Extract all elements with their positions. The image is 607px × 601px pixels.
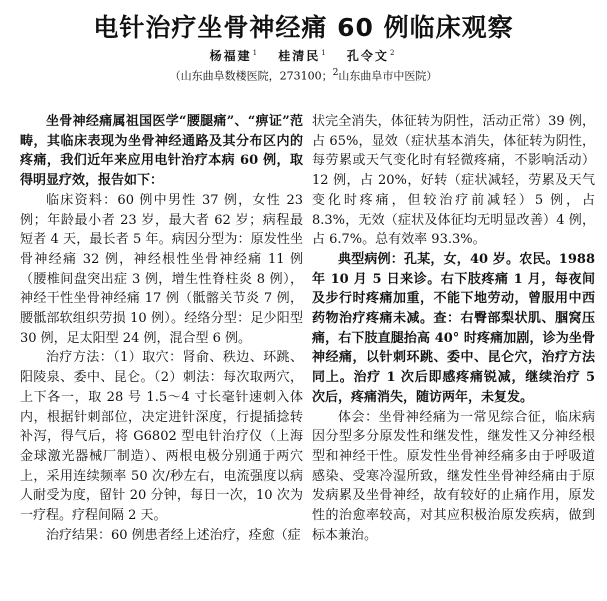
results-continued-paragraph: 状完全消失，体征转为阴性，活动正常）39 例，占 65%，显效（症状基本消失，体征转为阴性，每劳累或天气变化时有轻微疼痛，不影响活动）12 例，占 20%，好转（症状减轻，劳累及天气变化时疼痛，但较治疗前减轻）5 例，占 8.3%，无效（症状及体征均无明显改善）4 例，占 6.7%。总有效率 93.3%。 bbox=[312, 114, 595, 248]
author-mark: 2 bbox=[389, 49, 397, 57]
discussion-paragraph: 体会：坐骨神经痛为一常见综合征，临床病因分型多分原发性和继发性，继发性又分神经根型和神经干性。原发性坐骨神经痛多由于呼吸道感染、受寒冷湿所致，继发性坐骨神经痛由于原发病累及坐骨神经，故有较好的止痛作用，原发性的治愈率较高，对其应积极治原发疾病，做到标本兼治。 bbox=[312, 409, 595, 543]
intro-paragraph: 坐骨神经痛属祖国医学“腰腿痛”、“痹证”范畴，其临床表现为坐骨神经通路及其分布区内的疼痛，我们近年来应用电针治疗本病 60 例，取得明显疗效，报告如下： bbox=[20, 114, 303, 189]
author-mark: 1 bbox=[252, 49, 260, 57]
treatment-method-paragraph: 治疗方法：（1）取穴：肾俞、秩边、环跳、阳陵泉、委中、昆仑。（2）刺法：每次取两穴，上下各一，取 28 号 1.5～4 寸长毫针速刺入体内，根据针刺部位，决定进针深度，行提插捻转补泻，得气后，将 G6802 型电针治疗仪（上海金球激光器械厂制造）、两根电极分别通于两穴上，采用连续频率 50 次/秒左右，电流强度以病人耐受为度，留针 20 分钟，每日一次，10 次为一疗程。疗程间隔 2 天。 bbox=[20, 350, 303, 524]
affiliation-mark: 2 bbox=[332, 67, 339, 78]
affiliation-1: （山东曲阜数楼医院，273100； bbox=[169, 69, 333, 83]
paper-title: 电针治疗坐骨神经痛 60 例临床观察 bbox=[93, 13, 514, 42]
typical-case-paragraph: 典型病例：孔某，女，40 岁。农民。1988 年 10 月 5 日来诊。右下肢疼痛 1 月，每夜间及步行时疼痛加重，不能下地劳动，曾服用中西药物治疗疼痛未减。查：右臀部梨状肌、腘窝压痛，右下肢直腿抬高 40° 时疼痛加剧，诊为坐骨神经痛，以针刺环跳、委中、昆仑穴，治疗方法同上。治疗 1 次后即感疼痛锐减，继续治疗 5 次后，疼痛消失，随访两年，未复发。 bbox=[312, 251, 595, 405]
author-mark: 1 bbox=[321, 49, 328, 57]
author-line bbox=[0, 47, 607, 64]
clinical-data-paragraph: 临床资料：60 例中男性 37 例，女性 23 例；年龄最小者 23 岁，最大者 62 岁；病程最短者 4 天，最长者 5 年。病因分型为：原发性坐骨神经痛 32 例，神经根性坐骨神经痛 11 例（腰椎间盘突出症 3 例，增生性脊柱炎 8 例），神经干性坐骨神经痛 17 例（骶髂关节炎 7 例，腰骶部软组织劳损 10 例）。经络分型：足少阳型 30 例，足太阳型 24 例，混合型 6 例。 bbox=[20, 192, 303, 346]
left-column bbox=[20, 112, 303, 545]
affiliation-2: 山东曲阜市中医院） bbox=[338, 69, 438, 83]
author-name: 孔令文 bbox=[346, 49, 389, 63]
right-column bbox=[312, 112, 595, 545]
author-name: 杨福建 bbox=[209, 49, 252, 63]
author-name: 桂清民 bbox=[278, 49, 321, 63]
treatment-results-paragraph: 治疗结果：60 例患者经上述治疗，痊愈（症 bbox=[46, 527, 301, 543]
affiliation-line bbox=[0, 67, 607, 84]
